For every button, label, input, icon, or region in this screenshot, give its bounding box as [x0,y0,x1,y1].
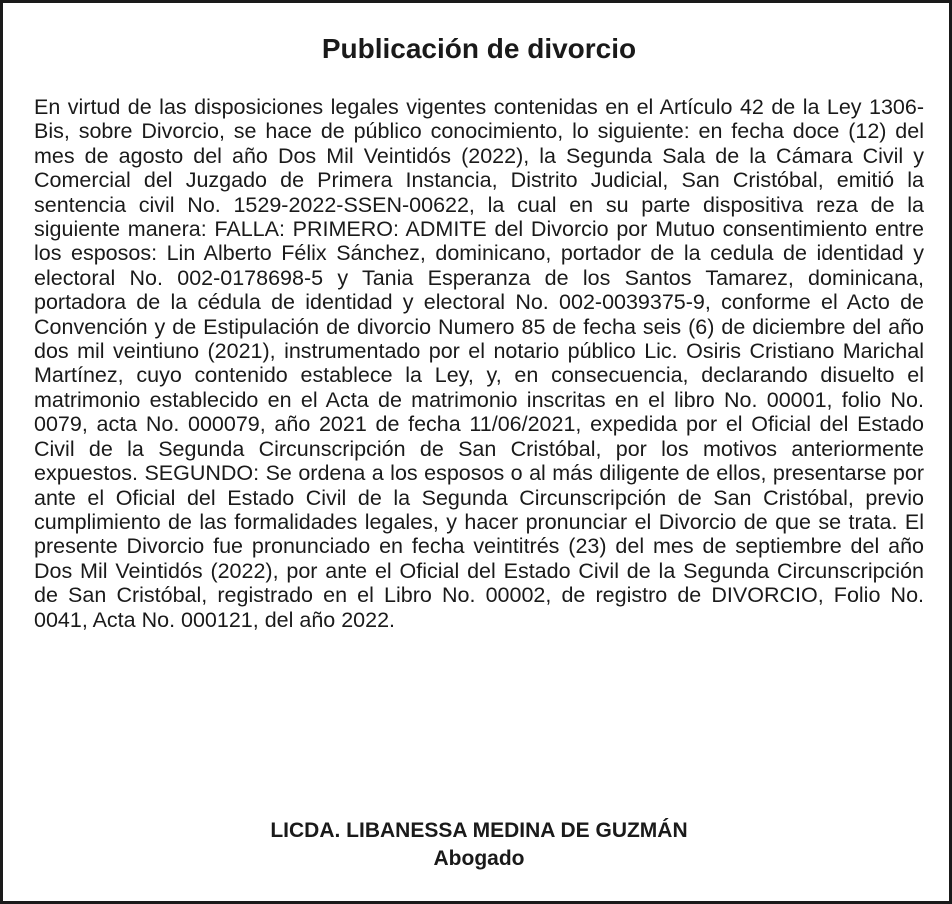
signer-name: LICDA. LIBANESSA MEDINA DE GUZMÁN [270,819,688,842]
notice-body: En virtud de las disposiciones legales vigentes contenidas en el Artículo 42 de la Ley 1306-Bis, sobre Divorcio, se hace de público conocimiento, lo siguiente: en fecha doce (12) del mes de agosto del año Dos Mil Veintidós (2022), la Segunda Sala de la Cámara Civil y Comercial del Juzgado de Primera Instancia, Distrito Judicial, San Cristóbal, emitió la sentencia civil No. 1529-2022-SSEN-00622, la cual en su parte dispositiva reza de la siguiente manera: FALLA: PRIMERO: ADMITE del Divorcio por Mutuo consentimiento entre los esposos: Lin Alberto Félix Sánchez, dominicano, portador de la cedula de identidad y electoral No. 002-0178698-5 y Tania Esperanza de los Santos Tamarez, dominicana, portadora de la cédula de identidad y electoral No. 002-0039375-9, conforme el Acto de Convención y de Estipulación de divorcio Numero 85 de fecha seis (6) de diciembre del año dos mil veintiuno (2021), instrumentado por el notario público Lic. Osiris Cristiano Marichal Martínez, cuyo contenido establece la Ley, y, en consecuencia, declarando disuelto el matrimonio establecido en el Acta de matrimonio inscritas en el libro No. 00001, folio No. 0079, acta No. 000079, año 2021 de fecha 11/06/2021, expedida por el Oficial del Estado Civil de la Segunda Circunscripción de San Cristóbal, por los motivos anteriormente expuestos. SEGUNDO: Se ordena a los esposos o al más diligente de ellos, presentarse por ante el Oficial del Estado Civil de la Segunda Circunscripción de San Cristóbal, previo cumplimiento de las formalidades legales, y hacer pronunciar el Divorcio de que se trata. El presente Divorcio fue pronunciado en fecha veintitrés (23) del mes de septiembre del año Dos Mil Veintidós (2022), por ante el Oficial del Estado Civil de la Segunda Circunscripción de San Cristóbal, registrado en el Libro No. 00002, de registro de DIVORCIO, Folio No. 0041, Acta No. 000121, del año 2022. [34,95,924,632]
notice-title: Publicación de divorcio [321,33,637,64]
signer-role: Abogado [433,847,525,870]
signature-block [3,817,952,873]
